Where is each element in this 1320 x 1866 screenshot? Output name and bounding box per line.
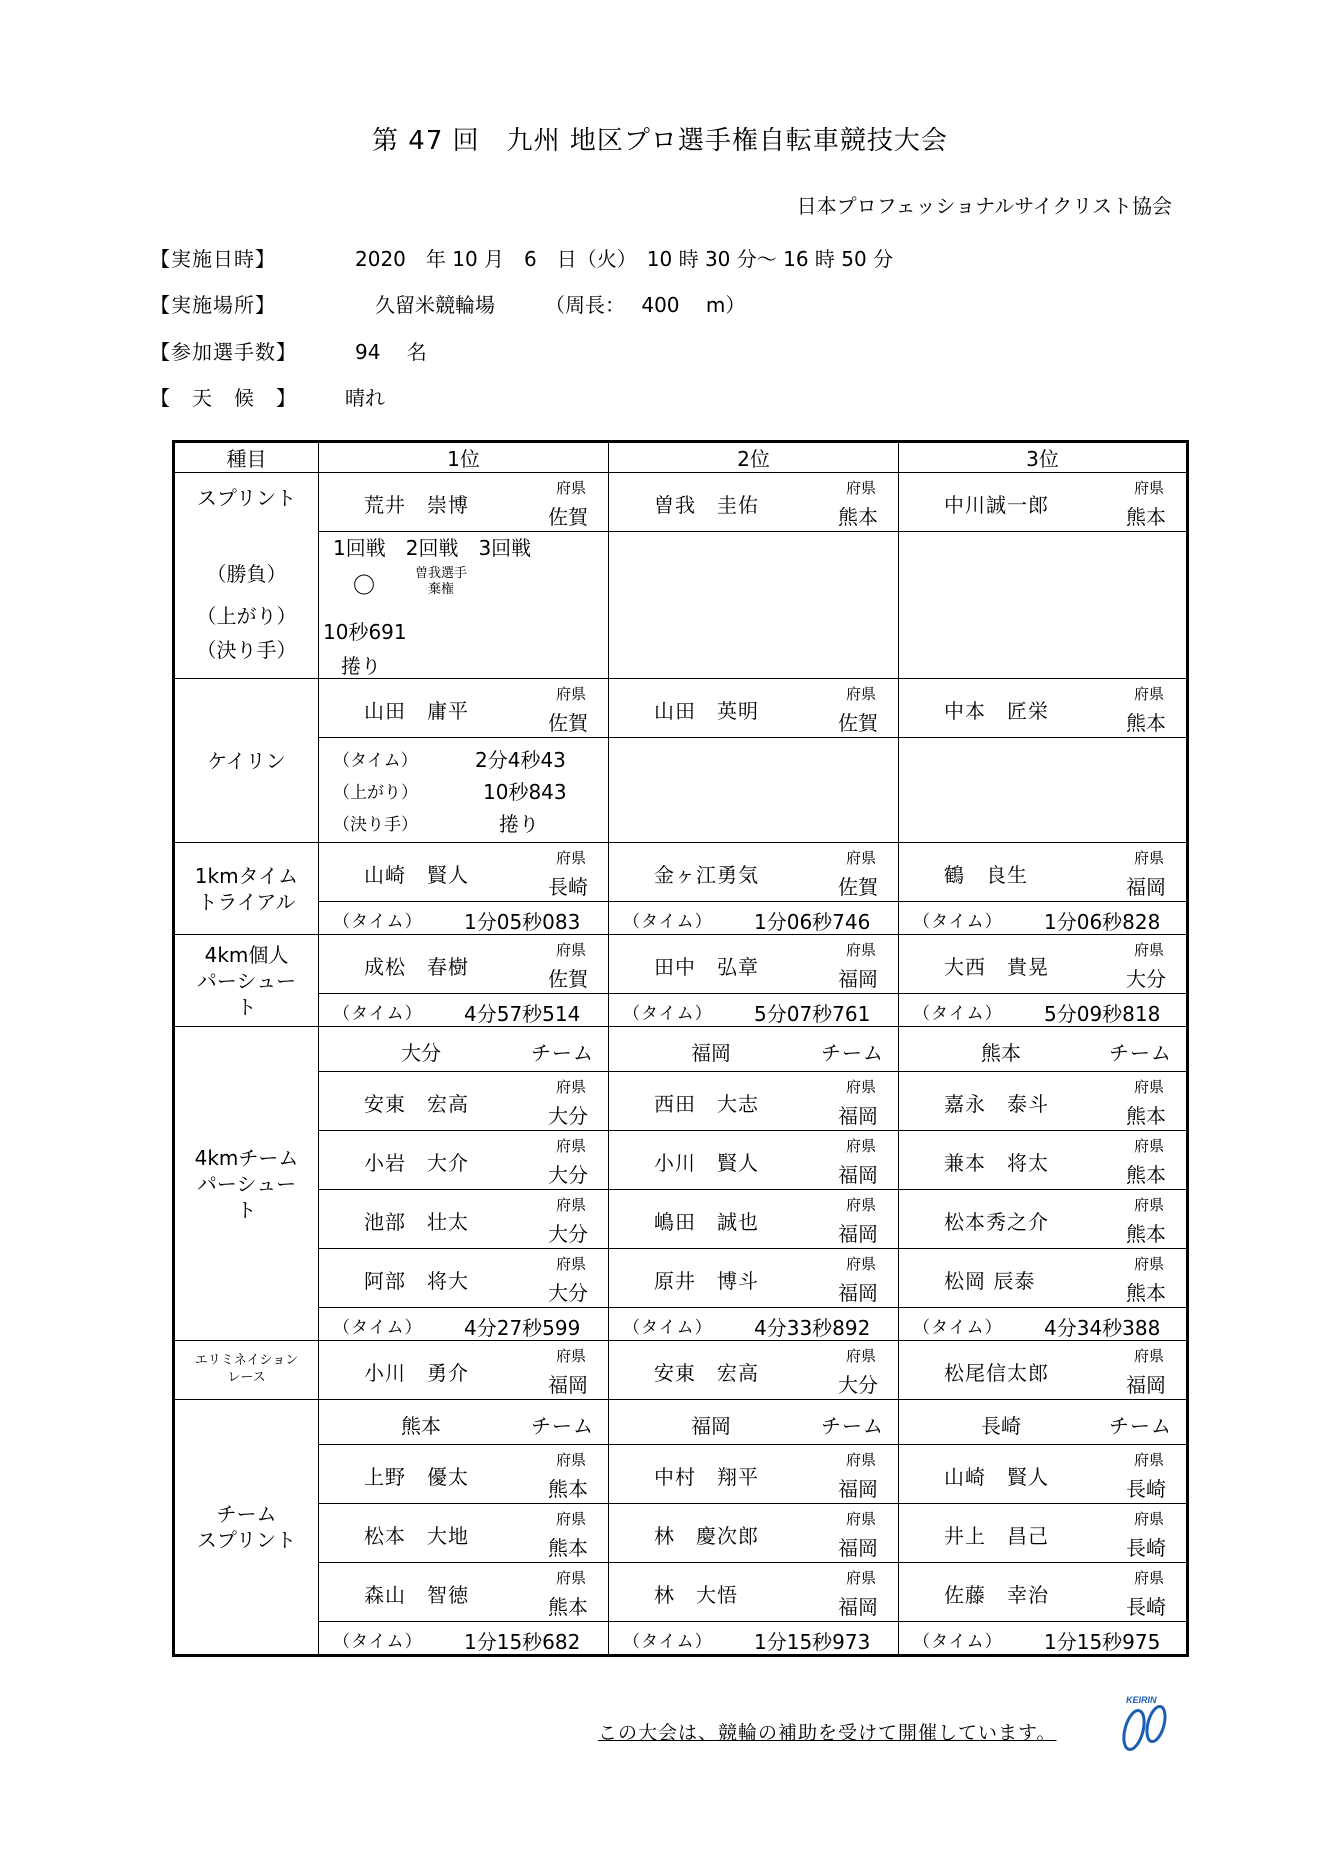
athlete-name: 松本秀之介: [944, 1210, 1049, 1234]
athlete-cell: [899, 679, 1188, 738]
detail-value: 2分4秒43: [475, 748, 566, 772]
prefecture-label: 府県: [845, 1451, 876, 1469]
athlete-name: 荒井 崇博: [364, 493, 469, 517]
prefecture-label: 府県: [845, 1196, 876, 1214]
athlete-cell: [899, 473, 1188, 532]
athlete-cell: [609, 843, 899, 902]
prefecture-label: 府県: [555, 685, 586, 703]
time-value: 4分34秒388: [1044, 1316, 1161, 1340]
athlete-cell: [319, 935, 609, 994]
prefecture-label: 府県: [555, 1347, 586, 1365]
prefecture: 熊本: [1126, 505, 1166, 529]
team-name: 大分: [401, 1041, 441, 1065]
team-name: 熊本: [401, 1414, 441, 1438]
prefecture: 佐賀: [838, 711, 878, 735]
time-value: 1分06秒828: [1044, 910, 1161, 934]
prefecture: 福岡: [838, 1595, 878, 1619]
time-label: （タイム）: [913, 1004, 1003, 1024]
team-header-cell: [609, 1400, 899, 1445]
athlete-cell: [899, 1190, 1188, 1249]
ts-team-row: [174, 1400, 1188, 1445]
prefecture-label: 府県: [555, 1078, 586, 1096]
kimarite-value: 捲り: [341, 654, 381, 678]
team-name: 熊本: [981, 1041, 1021, 1065]
prefecture: 大分: [548, 1222, 588, 1246]
team-label: チーム: [821, 1414, 884, 1438]
document-title: 第 47 回 九州 地区プロ選手権自転車競技大会: [372, 126, 948, 156]
prefecture-label: 府県: [555, 1510, 586, 1528]
athlete-name: 安東 宏高: [654, 1361, 759, 1385]
header-event: 種目: [174, 442, 319, 473]
athlete-cell: [319, 679, 609, 738]
athlete-cell: [609, 1072, 899, 1131]
athlete-cell: [319, 1131, 609, 1190]
info-label: 【 天 候 】: [150, 386, 297, 410]
athlete-cell: [319, 1445, 609, 1504]
athlete-name: 井上 昌己: [944, 1524, 1049, 1548]
event-name: ケイリン: [174, 679, 319, 843]
header-first: 1位: [319, 442, 609, 473]
prefecture: 福岡: [838, 1104, 878, 1128]
team-name: 福岡: [691, 1041, 731, 1065]
forfeit-note: 曽我選手 棄権: [415, 566, 468, 597]
prefecture: 福岡: [548, 1373, 588, 1397]
athlete-cell: [319, 473, 609, 532]
prefecture: 福岡: [838, 1163, 878, 1187]
prefecture-label: 府県: [1133, 1451, 1164, 1469]
athlete-name: 嶋田 誠也: [654, 1210, 759, 1234]
event-name: チーム スプリント: [174, 1400, 319, 1656]
keirin-logo: [1112, 1694, 1176, 1754]
prefecture: 熊本: [838, 505, 878, 529]
prefecture-label: 府県: [555, 849, 586, 867]
time-cell: [899, 902, 1188, 935]
event-name-text: スプリント: [196, 486, 297, 510]
athlete-name: 小岩 大介: [364, 1151, 469, 1175]
athlete-cell: [899, 1563, 1188, 1622]
prefecture-label: 府県: [555, 1569, 586, 1587]
athlete-name: 曽我 圭佑: [654, 493, 759, 517]
prefecture: 大分: [1126, 967, 1166, 991]
prefecture-label: 府県: [555, 941, 586, 959]
prefecture-label: 府県: [845, 1137, 876, 1155]
detail-value: 捲り: [499, 812, 539, 836]
empty-cell: [899, 532, 1188, 679]
athlete-name: 山崎 賢人: [364, 863, 469, 887]
team-label: チーム: [1109, 1414, 1172, 1438]
time-value: 1分15秒682: [464, 1630, 581, 1654]
athlete-name: 松岡 辰泰: [944, 1269, 1036, 1293]
detail-label: （決り手）: [333, 815, 418, 835]
ts-member-row: [174, 1563, 1188, 1622]
prefecture: 佐賀: [548, 505, 588, 529]
athlete-cell: [899, 1341, 1188, 1400]
athlete-cell: [609, 1504, 899, 1563]
time-label: （タイム）: [333, 1004, 423, 1024]
team-label: チーム: [531, 1414, 594, 1438]
athlete-name: 池部 壮太: [364, 1210, 469, 1234]
prefecture: 大分: [548, 1104, 588, 1128]
time-value: 4分27秒599: [464, 1316, 581, 1340]
athlete-name: 兼本 将太: [944, 1151, 1049, 1175]
time-label: （タイム）: [333, 1632, 423, 1652]
team-header-cell: [319, 1027, 609, 1072]
event-name: [174, 473, 319, 679]
time-value: 5分09秒818: [1044, 1002, 1161, 1026]
athlete-name: 中村 翔平: [654, 1465, 759, 1489]
detail-label: （上がり）: [333, 783, 418, 803]
prefecture-label: 府県: [1133, 941, 1164, 959]
sprint-row-label: （勝負）: [206, 562, 287, 586]
athlete-cell: [609, 1445, 899, 1504]
header-third: 3位: [899, 442, 1188, 473]
athlete-cell: [609, 473, 899, 532]
info-value: 2020 年 10 月 6 日（火） 10 時 30 分～ 16 時 50 分: [355, 247, 894, 271]
prefecture-label: 府県: [555, 1255, 586, 1273]
ts-member-row: [174, 1445, 1188, 1504]
prefecture-label: 府県: [1133, 685, 1164, 703]
prefecture-label: 府県: [845, 849, 876, 867]
prefecture: 長崎: [1126, 1536, 1166, 1560]
prefecture: 大分: [548, 1281, 588, 1305]
prefecture-label: 府県: [1133, 479, 1164, 497]
team-header-cell: [319, 1400, 609, 1445]
athlete-name: 田中 弘章: [654, 955, 759, 979]
tp-team-row: [174, 1027, 1188, 1072]
athlete-name: 鶴 良生: [944, 863, 1028, 887]
prefecture-label: 府県: [555, 479, 586, 497]
athlete-cell: [319, 1341, 609, 1400]
elimination-row: [174, 1341, 1188, 1400]
empty-cell: [609, 532, 899, 679]
time-label: （タイム）: [623, 1632, 713, 1652]
sprint-detail-row: [174, 532, 1188, 679]
athlete-cell: [319, 1249, 609, 1308]
prefecture-label: 府県: [845, 941, 876, 959]
time-label: （タイム）: [333, 912, 423, 932]
prefecture: 長崎: [1126, 1595, 1166, 1619]
athlete-name: 佐藤 幸治: [944, 1583, 1049, 1607]
tp-member-row: [174, 1190, 1188, 1249]
time-value: 1分06秒746: [754, 910, 871, 934]
time-label: （タイム）: [913, 912, 1003, 932]
time-cell: [609, 902, 899, 935]
prefecture-label: 府県: [555, 1196, 586, 1214]
prefecture: 長崎: [1126, 1477, 1166, 1501]
athlete-cell: [609, 679, 899, 738]
time-cell: [319, 902, 609, 935]
prefecture: 熊本: [1126, 711, 1166, 735]
athlete-cell: [899, 1445, 1188, 1504]
prefecture-label: 府県: [845, 1078, 876, 1096]
time-cell: [319, 1308, 609, 1341]
prefecture-label: 府県: [555, 1451, 586, 1469]
event-name: 4kmチーム パーシュー ト: [174, 1027, 319, 1341]
athlete-name: 大西 貴晃: [944, 955, 1049, 979]
time-cell: [609, 1622, 899, 1656]
team-label: チーム: [1109, 1041, 1172, 1065]
athlete-cell: [609, 1190, 899, 1249]
athlete-name: 安東 宏高: [364, 1092, 469, 1116]
time-value: 4分57秒514: [464, 1002, 581, 1026]
athlete-name: 山田 庸平: [364, 699, 469, 723]
sprint-row-label: （決り手）: [196, 638, 297, 662]
prefecture-label: 府県: [845, 479, 876, 497]
time-value: 5分07秒761: [754, 1002, 871, 1026]
prefecture: 熊本: [548, 1477, 588, 1501]
athlete-name: 小川 賢人: [654, 1151, 759, 1175]
keirin-detail-cell: [319, 738, 609, 843]
athlete-cell: [609, 935, 899, 994]
athlete-name: 山田 英明: [654, 699, 759, 723]
athlete-cell: [899, 1249, 1188, 1308]
athlete-cell: [609, 1563, 899, 1622]
athlete-name: 成松 春樹: [364, 955, 469, 979]
prefecture-label: 府県: [1133, 849, 1164, 867]
rounds-header: 1回戦 2回戦 3回戦: [333, 536, 532, 560]
time-cell: [899, 1622, 1188, 1656]
athlete-cell: [319, 843, 609, 902]
prefecture: 佐賀: [548, 967, 588, 991]
time-cell: [319, 1622, 609, 1656]
prefecture-label: 府県: [555, 1137, 586, 1155]
tp-member-row: [174, 1131, 1188, 1190]
prefecture-label: 府県: [1133, 1510, 1164, 1528]
empty-cell: [609, 738, 899, 843]
prefecture: 大分: [838, 1373, 878, 1397]
time-label: （タイム）: [623, 1004, 713, 1024]
tp-member-row: [174, 1249, 1188, 1308]
tt1km-time-row: [174, 902, 1188, 935]
team-name: 福岡: [691, 1414, 731, 1438]
prefecture-label: 府県: [845, 1569, 876, 1587]
time-value: 1分15秒975: [1044, 1630, 1161, 1654]
time-label: （タイム）: [623, 912, 713, 932]
athlete-cell: [319, 1563, 609, 1622]
tp-member-row: [174, 1072, 1188, 1131]
sprint-detail-cell: [319, 532, 609, 679]
athlete-cell: [319, 1504, 609, 1563]
info-participants: [150, 336, 427, 365]
keirin-logo-text: KEIRIN: [1126, 1695, 1157, 1705]
prefecture: 佐賀: [548, 711, 588, 735]
prefecture-label: 府県: [1133, 1347, 1164, 1365]
athlete-cell: [899, 843, 1188, 902]
athlete-name: 小川 勇介: [364, 1361, 469, 1385]
organizer-name: 日本プロフェッショナルサイクリスト協会: [796, 194, 1172, 218]
time-label: （タイム）: [913, 1632, 1003, 1652]
team-header-cell: [609, 1027, 899, 1072]
time-cell: [899, 994, 1188, 1027]
info-date: [150, 243, 893, 272]
prefecture: 長崎: [548, 875, 588, 899]
prefecture: 熊本: [1126, 1163, 1166, 1187]
ts-time-row: [174, 1622, 1188, 1656]
athlete-name: 林 慶次郎: [654, 1524, 759, 1548]
athlete-cell: [899, 935, 1188, 994]
time-value: 1分05秒083: [464, 910, 581, 934]
prefecture-label: 府県: [845, 685, 876, 703]
athlete-name: 松本 大地: [364, 1524, 469, 1548]
keirin-winners-row: [174, 679, 1188, 738]
athlete-name: 上野 優太: [364, 1465, 469, 1489]
info-value: 久留米競輪場 （周長： 400 m）: [355, 293, 746, 317]
prefecture-label: 府県: [845, 1255, 876, 1273]
prefecture-label: 府県: [1133, 1569, 1164, 1587]
prefecture: 熊本: [548, 1595, 588, 1619]
athlete-name: 嘉永 泰斗: [944, 1092, 1049, 1116]
detail-label: （タイム）: [333, 751, 418, 771]
ip4km-time-row: [174, 994, 1188, 1027]
prefecture: 福岡: [838, 1477, 878, 1501]
time-cell: [609, 1308, 899, 1341]
prefecture-label: 府県: [1133, 1137, 1164, 1155]
sprint-winners-row: [174, 473, 1188, 532]
time-value: 4分33秒892: [754, 1316, 871, 1340]
time-value: 1分15秒973: [754, 1630, 871, 1654]
info-label: 【実施日時】: [150, 247, 276, 271]
agari-value: 10秒691: [323, 620, 407, 644]
info-value: 94 名: [355, 340, 427, 364]
detail-value: 10秒843: [483, 780, 567, 804]
prefecture-label: 府県: [1133, 1255, 1164, 1273]
prefecture-label: 府県: [845, 1510, 876, 1528]
prefecture: 福岡: [838, 967, 878, 991]
info-label: 【実施場所】: [150, 293, 276, 317]
team-name: 長崎: [981, 1414, 1021, 1438]
event-name: 1kmタイム トライアル: [174, 843, 319, 935]
prefecture: 熊本: [1126, 1222, 1166, 1246]
athlete-cell: [609, 1131, 899, 1190]
time-label: （タイム）: [333, 1318, 423, 1338]
prefecture: 福岡: [838, 1281, 878, 1305]
info-label: 【参加選手数】: [150, 340, 297, 364]
athlete-cell: [899, 1072, 1188, 1131]
time-cell: [609, 994, 899, 1027]
athlete-name: 金ヶ江勇気: [654, 863, 759, 887]
athlete-cell: [899, 1131, 1188, 1190]
team-label: チーム: [531, 1041, 594, 1065]
prefecture: 福岡: [1126, 875, 1166, 899]
time-cell: [319, 994, 609, 1027]
team-header-cell: [899, 1027, 1188, 1072]
athlete-name: 山崎 賢人: [944, 1465, 1049, 1489]
empty-cell: [899, 738, 1188, 843]
keirin-detail-row: [174, 738, 1188, 843]
prefecture: 佐賀: [838, 875, 878, 899]
athlete-name: 西田 大志: [654, 1092, 759, 1116]
tt1km-winners-row: [174, 843, 1188, 902]
ip4km-winners-row: [174, 935, 1188, 994]
athlete-cell: [319, 1190, 609, 1249]
event-name: 4km個人 パーシュー ト: [174, 935, 319, 1027]
prefecture: 熊本: [1126, 1281, 1166, 1305]
tp-time-row: [174, 1308, 1188, 1341]
athlete-cell: [319, 1072, 609, 1131]
athlete-name: 阿部 将大: [364, 1269, 469, 1293]
athlete-name: 原井 博斗: [654, 1269, 759, 1293]
athlete-name: 松尾信太郎: [944, 1361, 1049, 1385]
prefecture: 福岡: [838, 1536, 878, 1560]
athlete-cell: [609, 1249, 899, 1308]
prefecture: 熊本: [548, 1536, 588, 1560]
table-header-row: [174, 442, 1188, 473]
team-header-cell: [899, 1400, 1188, 1445]
prefecture-label: 府県: [1133, 1196, 1164, 1214]
result-mark: 〇: [353, 574, 376, 599]
team-label: チーム: [821, 1041, 884, 1065]
info-value: 晴れ: [345, 386, 385, 410]
athlete-cell: [609, 1341, 899, 1400]
sprint-row-label: （上がり）: [196, 604, 297, 628]
athlete-name: 中本 匠栄: [944, 699, 1049, 723]
footer-note: この大会は、競輪の補助を受けて開催しています。: [598, 1722, 1057, 1744]
prefecture: 福岡: [838, 1222, 878, 1246]
prefecture-label: 府県: [845, 1347, 876, 1365]
time-cell: [899, 1308, 1188, 1341]
time-label: （タイム）: [913, 1318, 1003, 1338]
athlete-cell: [899, 1504, 1188, 1563]
info-weather: [150, 382, 385, 411]
event-name: エリミネイション レース: [174, 1341, 319, 1400]
prefecture: 大分: [548, 1163, 588, 1187]
prefecture-label: 府県: [1133, 1078, 1164, 1096]
results-table: [172, 440, 1189, 1657]
athlete-name: 中川誠一郎: [944, 493, 1049, 517]
athlete-name: 林 大悟: [654, 1583, 738, 1607]
prefecture: 福岡: [1126, 1373, 1166, 1397]
prefecture: 熊本: [1126, 1104, 1166, 1128]
info-venue: [150, 289, 745, 318]
ts-member-row: [174, 1504, 1188, 1563]
time-label: （タイム）: [623, 1318, 713, 1338]
athlete-name: 森山 智徳: [364, 1583, 469, 1607]
header-second: 2位: [609, 442, 899, 473]
